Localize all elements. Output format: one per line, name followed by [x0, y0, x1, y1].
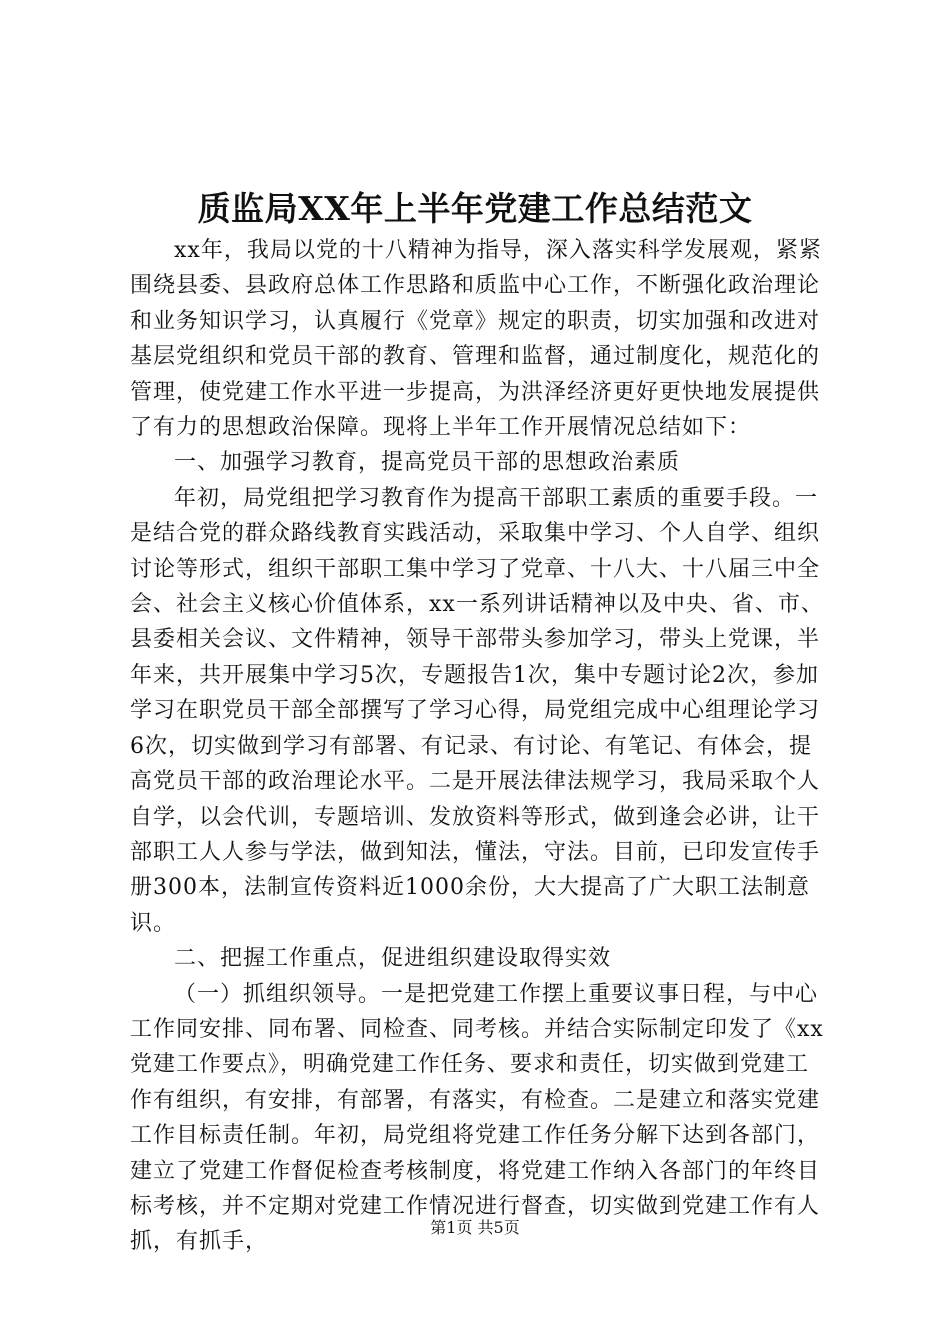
intro-paragraph: xx年，我局以党的十八精神为指导，深入落实科学发展观，紧紧围绕县委、县政府总体工作思路和质监中心工作，不断强化政治理论和业务知识学习，认真履行《党章》规定的职责，切实加强和改进对基层党组织和党员干部的教育、管理和监督，通过制度化，规范化的管理，使党建工作水平进一步提高，为洪泽经济更好更快地发展提供了有力的思想政治保障。现将上半年工作开展情况总结如下： — [130, 238, 822, 441]
section-1-paragraph: 年初，局党组把学习教育作为提高干部职工素质的重要手段。一是结合党的群众路线教育实践活动，采取集中学习、个人自学、组织讨论等形式，组织干部职工集中学习了党章、十八大、十八届三中全会、社会主义核心价值体系，xx一系列讲话精神以及中央、省、市、县委相关会议、文件精神，领导干部带头参加学习，带头上党课，半年来，共开展集中学习5次，专题报告1次，集中专题讨论2次，参加学习在职党员干部全部撰写了学习心得，局党组完成中心组理论学习6次，切实做到学习有部署、有记录、有讨论、有笔记、有体会，提高党员干部的政治理论水平。二是开展法律法规学习，我局采取个人自学，以会代训，专题培训、发放资料等形式，做到逢会必讲，让干部职工人人参与学法，做到知法，懂法，守法。目前，已印发宣传手册300本，法制宣传资料近1000余份，大大提高了广大职工法制意识。 — [130, 485, 824, 936]
page-footer: 第1页 共5页 — [430, 1218, 520, 1237]
section-heading-1: 一、加强学习教育，提高党员干部的思想政治素质 — [174, 450, 681, 476]
document-body — [130, 233, 830, 1260]
document-title: 质监局XX年上半年党建工作总结范文 — [197, 189, 753, 228]
section-2-paragraph: （一）抓组织领导。一是把党建工作摆上重要议事日程，与中心工作同安排、同布署、同检查、同考核。并结合实际制定印发了《xx党建工作要点》，明确党建工作任务、要求和责任，切实做到党建工作有组织，有安排，有部署，有落实，有检查。二是建立和落实党建工作目标责任制。年初，局党组将党建工作任务分解下达到各部门，建立了党建工作督促检查考核制度，将党建工作纳入各部门的年终目标考核，并不定期对党建工作情况进行督查，切实做到党建工作有人抓，有抓手， — [130, 981, 824, 1255]
section-heading-2: 二、把握工作重点，促进组织建设取得实效 — [174, 946, 612, 972]
